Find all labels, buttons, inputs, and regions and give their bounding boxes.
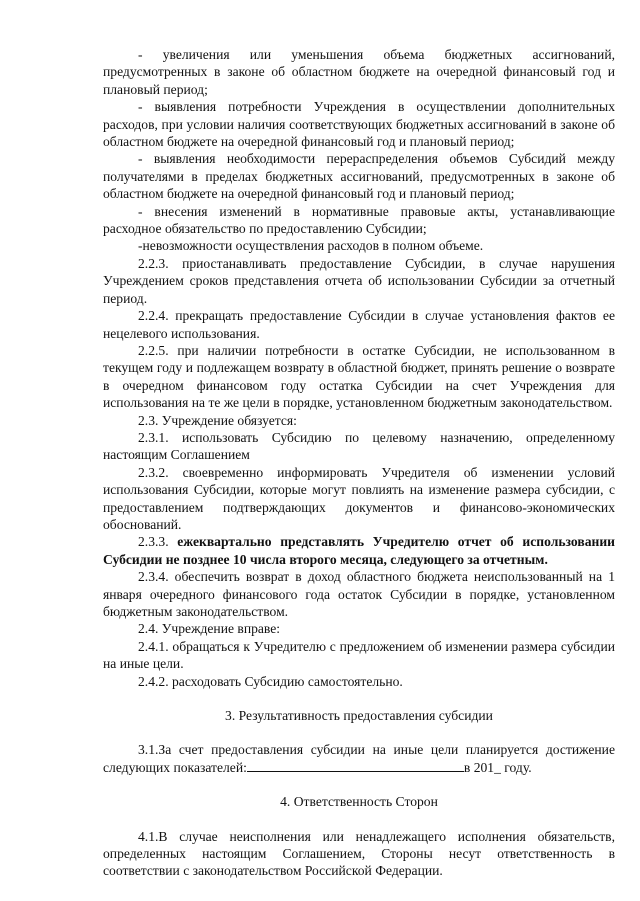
clause-2-3-4: 2.3.4. обеспечить возврат в доход областного бюджета неиспользованный на 1 января очередного финансового года остаток Субсидии в порядке, установленном бюджетным законодательством.	[103, 569, 615, 619]
paragraph-budget-change: - увеличения или уменьшения объема бюджетных ассигнований, предусмотренных в законе об областном бюджете на очередной финансовый год и плановый период;	[103, 47, 615, 97]
clause-2-3-1: 2.3.1. использовать Субсидию по целевому назначению, определенному настоящим Соглашением	[103, 429, 615, 463]
clause-2-3: 2.3. Учреждение обязуется:	[138, 412, 297, 428]
paragraph-legal-acts: - внесения изменений в нормативные правовые акты, устанавливающие расходное обязательство по предоставлению Субсидии;	[103, 203, 615, 237]
clause-2-2-3: 2.2.3. приостанавливать предоставление Субсидии, в случае нарушения Учреждением сроков представления отчета об использовании Субсидии за отчетный период.	[103, 255, 615, 306]
clause-2-3-3-bold-text: ежеквартально представлять Учредителю отчет об использовании Субсидии не позднее 10 числа второго месяца, следующего за отчетным.	[103, 534, 615, 567]
section-4-heading: 4. Ответственность Сторон	[280, 794, 438, 810]
clause-3-1-text: 3.1.За счет предоставления субсидии на иные цели планируется достижение следующих показателей:	[103, 742, 615, 775]
clause-4-1: 4.1.В случае неисполнения или ненадлежащего исполнения обязательств, определенных настоящим Соглашением, Стороны несут ответственность в соответствии с законодательством Российской Федерации.	[103, 828, 615, 879]
clause-2-4: 2.4. Учреждение вправе:	[138, 621, 281, 637]
clause-3-1	[103, 741, 615, 776]
clause-2-3-3-number: 2.3.3.	[138, 534, 169, 550]
clause-2-3-2: 2.3.2. своевременно информировать Учредителя об изменении условий использования Субсидии, которые могут повлиять на изменение размера субсидии, с предоставлением подтверждающих документов и финансово-экономических обоснований.	[103, 464, 615, 532]
document-body	[103, 46, 615, 880]
clause-2-3-3	[103, 533, 615, 568]
paragraph-impossibility: -невозможности осуществления расходов в полном объеме.	[138, 238, 484, 254]
paragraph-additional-expenses: - выявления потребности Учреждения в осуществлении дополнительных расходов, при условии наличия соответствующих бюджетных ассигнований в законе об областном бюджете на очередной финансовый год и плановый период;	[103, 99, 615, 150]
clause-2-2-5: 2.2.5. при наличии потребности в остатке Субсидии, не использованном в текущем году и подлежащем возврату в областной бюджет, принять решение о возврате в очередном финансовом году остатка Субсидии на счет Учреждения для использования на те же цели в порядке, установленном бюджетным законодательством.	[103, 342, 615, 411]
fill-in-blank	[247, 759, 464, 772]
clause-2-4-2: 2.4.2. расходовать Субсидию самостоятельно.	[138, 673, 403, 689]
section-3-heading: 3. Результативность предоставления субсидии	[225, 708, 493, 724]
clause-2-2-4: 2.2.4. прекращать предоставление Субсидии в случае установления фактов ее нецелевого использования.	[103, 308, 615, 341]
paragraph-redistribution: - выявления необходимости перераспределения объемов Субсидий между получателями в пределах бюджетных ассигнований, предусмотренных в законе об областном бюджете на очередной финансовый год и плановый период;	[103, 151, 615, 202]
clause-3-1-year: в 201_ году.	[463, 759, 532, 775]
clause-2-4-1: 2.4.1. обращаться к Учредителю с предложением об изменении размера субсидии на иные цели.	[103, 638, 615, 672]
